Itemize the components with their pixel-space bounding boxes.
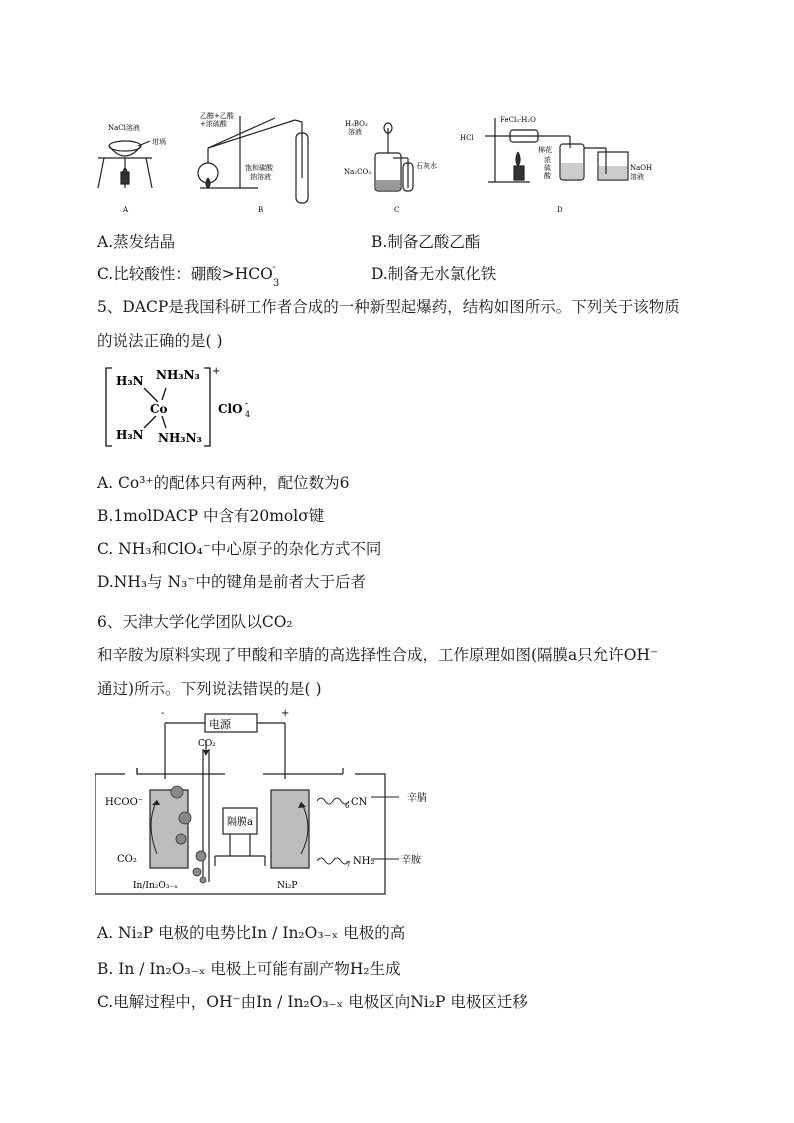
cn-label: CN <box>351 797 368 808</box>
apparatus-B-caption: B <box>258 206 264 214</box>
amine-label: 辛胺 <box>401 855 421 866</box>
q4-option-A: A.蒸发结晶 <box>97 233 176 251</box>
apparatus-D-caption: D <box>557 206 563 214</box>
apparatus-A-label-1: NaCl溶液 <box>108 124 140 132</box>
co2-left-label: CO₂ <box>117 854 137 865</box>
dacp-charge: + <box>212 366 221 377</box>
q4-option-D: D.制备无水氯化铁 <box>371 265 497 283</box>
apparatus-C <box>375 123 413 191</box>
apparatus-D-label-3: 棉花 <box>538 146 552 154</box>
dacp-top-left: H₃N <box>116 374 144 388</box>
dacp-top-right: NH₃N₃ <box>156 368 200 382</box>
q5-option-B: B.1molDACP 中含有20molσ键 <box>97 507 325 525</box>
q4-option-B: B.制备乙酸乙酯 <box>371 233 481 251</box>
co2-inlet-label: CO₂ <box>198 739 216 749</box>
q6-stem-line3: 通过)所示。下列说法错误的是( ) <box>97 680 322 698</box>
apparatus-C-label-3: Na₂CO₃ <box>344 168 372 176</box>
apparatus-C-caption: C <box>394 206 400 214</box>
q5-option-D: D.NH₃与 N₃⁻中的键角是前者大于后者 <box>97 573 366 591</box>
apparatus-B-label-2: +浓硫酸 <box>200 120 227 128</box>
apparatus-C-label-4: 石灰水 <box>416 162 437 170</box>
q4-option-C-text: C.比较酸性：硼酸>HCO <box>97 265 273 283</box>
left-electrode-label: In/In₂O₃₋ₓ <box>133 881 178 891</box>
dacp-bottom-right: NH₃N₃ <box>158 431 202 445</box>
right-electrode-label: Ni₂P <box>277 881 298 891</box>
power-label: 电源 <box>209 718 231 731</box>
membrane-label: 隔膜a <box>227 817 253 828</box>
dacp-anion: ClO <box>218 402 243 416</box>
dacp-anion-sub: 4 <box>245 410 251 419</box>
apparatus-D <box>485 118 628 182</box>
apparatus-figure <box>90 108 690 220</box>
dacp-anion-sup: - <box>245 399 249 409</box>
q6-option-A: A. Ni₂P 电极的电势比In / In₂O₃₋ₓ 电极的高 <box>97 924 406 942</box>
apparatus-D-label-1: HCl <box>460 134 474 142</box>
plus-sign: + <box>281 708 290 719</box>
apparatus-C-label-2: 溶液 <box>348 128 362 136</box>
q4-option-C-sup: - <box>272 261 276 273</box>
nh2-label: NH₂ <box>353 856 375 867</box>
apparatus-D-label-4: 浓 <box>544 156 551 164</box>
q6-stem-line2: 和辛胺为原料实现了甲酸和辛腈的高选择性合成，工作原理如图(隔膜a只允许OH⁻ <box>97 646 659 664</box>
cn-subscript: 6 <box>345 802 350 810</box>
nitrile-label: 辛腈 <box>407 793 427 804</box>
apparatus-D-label-6: 酸 <box>544 172 551 180</box>
nh2-subscript: 7 <box>346 861 351 869</box>
apparatus-D-label-8: 溶液 <box>630 173 644 181</box>
apparatus-D-label-2: FeCl₃·H₂O <box>500 116 536 124</box>
apparatus-B-label-4: 钠溶液 <box>250 173 271 181</box>
apparatus-B-label-1: 乙醇+乙酸 <box>200 112 234 120</box>
electrolysis-diagram <box>95 704 455 898</box>
q5-option-A: A. Co³⁺的配体只有两种，配位数为6 <box>97 474 350 492</box>
apparatus-D-label-5: 硫 <box>544 164 551 172</box>
q6-option-C: C.电解过程中，OH⁻由In / In₂O₃₋ₓ 电极区向Ni₂P 电极区迁移 <box>97 993 528 1011</box>
apparatus-C-label-1: H₃BO₃ <box>345 120 368 128</box>
q5-option-C: C. NH₃和ClO₄⁻中心原子的杂化方式不同 <box>97 540 382 558</box>
q5-stem-line1: 5、DACP是我国科研工作者合成的一种新型起爆药，结构如图所示。下列关于该物质 <box>97 298 680 316</box>
dacp-center: Co <box>150 402 168 416</box>
q6-stem-line1: 6、天津大学化学团队以CO₂ <box>97 613 293 631</box>
apparatus-D-label-7: NaOH <box>630 164 653 172</box>
hcoo-label: HCOO⁻ <box>105 797 144 808</box>
dacp-bottom-left: H₃N <box>116 428 144 442</box>
q4-option-C <box>97 261 283 290</box>
dacp-structure <box>100 366 270 450</box>
apparatus-B <box>198 116 308 203</box>
apparatus-A-caption: A <box>123 206 129 214</box>
apparatus-B-label-3: 饱和碳酸 <box>245 164 273 172</box>
right-electrode <box>271 790 309 868</box>
apparatus-A-label-2: 坩埚 <box>152 138 166 146</box>
q4-option-C-sub: 3 <box>272 278 280 290</box>
q5-stem-line2: 的说法正确的是( ) <box>97 332 223 350</box>
q6-option-B: B. In / In₂O₃₋ₓ 电极上可能有副产物H₂生成 <box>97 960 401 978</box>
minus-sign: - <box>161 708 165 719</box>
apparatus-A <box>98 141 152 188</box>
